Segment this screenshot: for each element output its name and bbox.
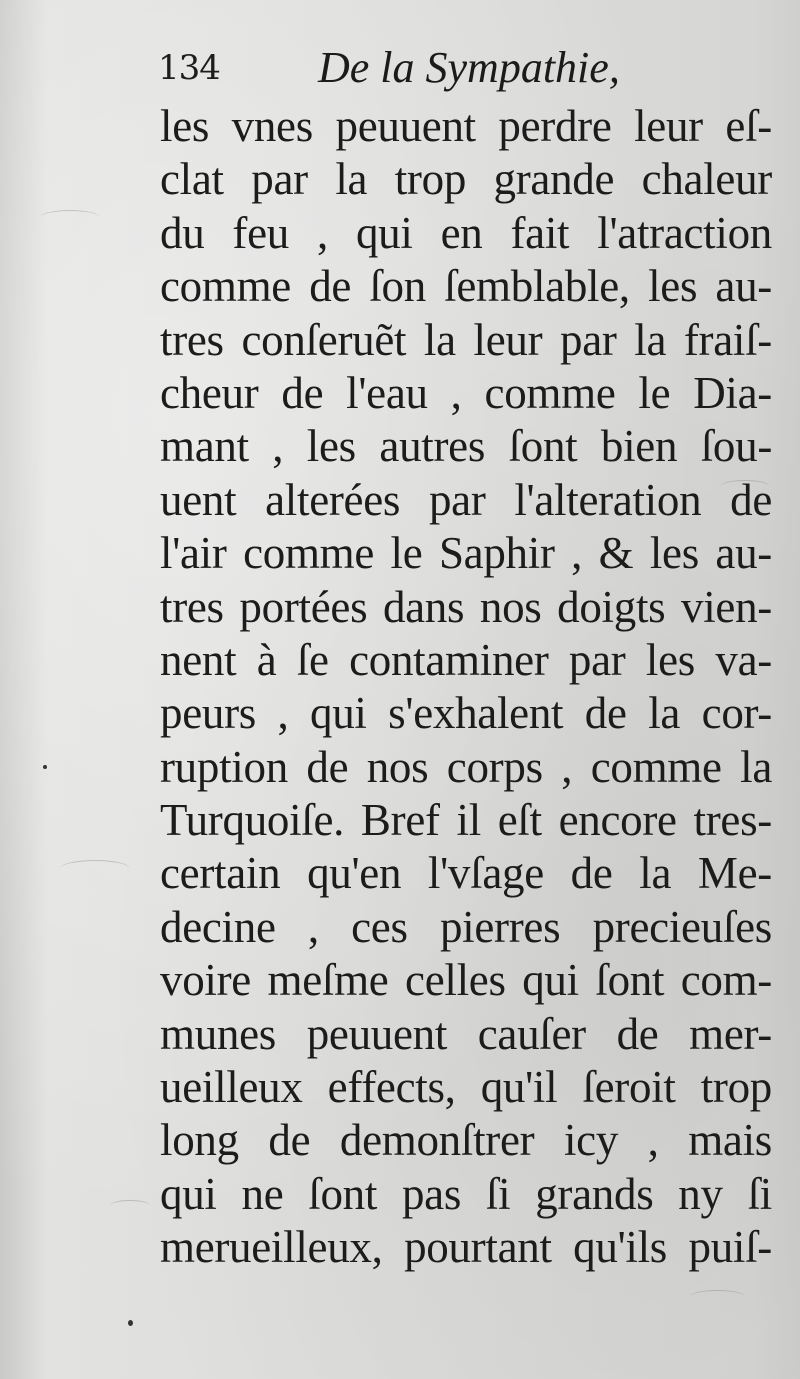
ink-speck [43, 765, 47, 769]
paper-fiber [690, 1290, 745, 1303]
text-line: merueilleux, pourtant qu'ils puiſ- [160, 1222, 772, 1273]
text-line: l'air comme le Saphir , & les au- [160, 528, 772, 579]
paper-fiber [110, 1200, 150, 1211]
text-line: nent à ſe contaminer par les va- [160, 634, 772, 685]
text-line: certain qu'en l'vſage de la Me- [160, 848, 772, 899]
text-line: uent alterées par l'alteration de [160, 474, 772, 525]
text-line: ueilleux effects, qu'il ſeroit trop [160, 1062, 772, 1113]
ink-speck [128, 1320, 133, 1326]
text-line: ruption de nos corps , comme la [160, 741, 772, 792]
text-line: comme de ſon ſemblable, les au- [160, 261, 772, 312]
page-number: 134 [158, 48, 220, 88]
text-line: tres conſeruẽt la leur par la fraiſ- [160, 314, 772, 365]
text-line: Turquoiſe. Bref il eſt encore tres- [160, 795, 772, 846]
text-line: tres portées dans nos doigts vien- [160, 581, 772, 632]
text-line: decine , ces pierres precieuſes [160, 901, 772, 952]
paper-fiber [40, 210, 100, 225]
paper-fiber [60, 860, 130, 877]
running-title: De la Sympathie, [318, 43, 620, 92]
text-line: mant , les autres ſont bien ſou- [160, 421, 772, 472]
text-line: qui ne ſont pas ſi grands ny ſi [160, 1168, 772, 1219]
body-text [160, 100, 772, 1275]
text-line: du feu , qui en fait l'atraction [160, 207, 772, 258]
text-line: peurs , qui s'exhalent de la cor- [160, 688, 772, 739]
text-line: voire meſme celles qui ſont com- [160, 955, 772, 1006]
text-line: long de demonſtrer icy , mais [160, 1115, 772, 1166]
text-line: cheur de l'eau , comme le Dia- [160, 367, 772, 418]
running-header [158, 42, 758, 102]
text-line: clat par la trop grande chaleur [160, 154, 772, 205]
text-line: munes peuuent cauſer de mer- [160, 1008, 772, 1059]
text-line: les vnes peuuent perdre leur eſ- [160, 101, 772, 151]
